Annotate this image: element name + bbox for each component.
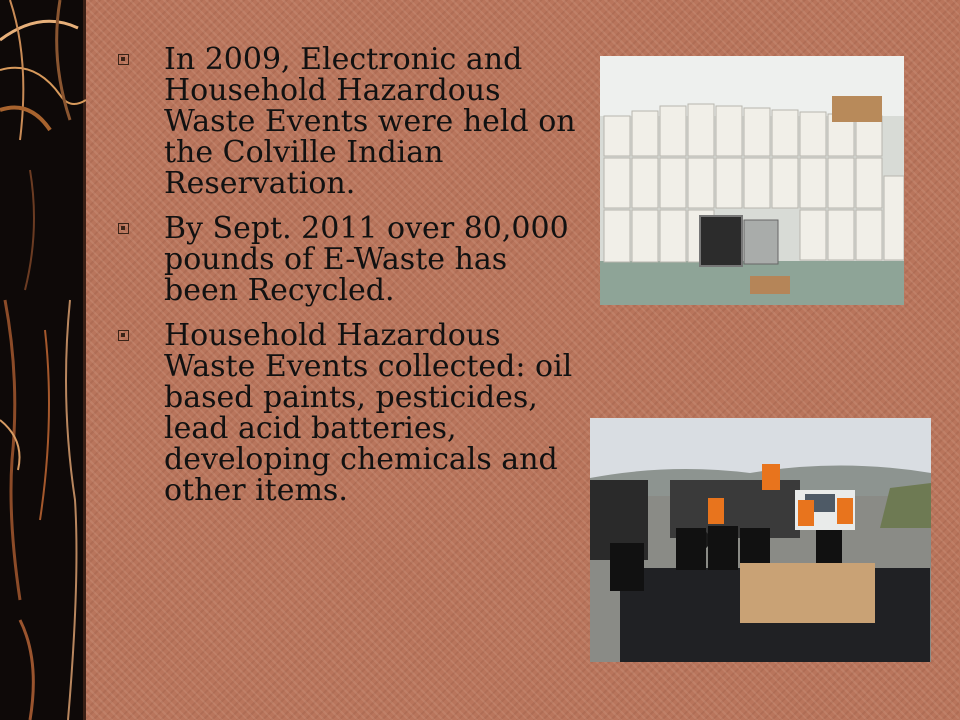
photo-stacked-computers <box>600 56 904 305</box>
photo-waste-collection-event <box>590 418 931 662</box>
decorative-left-strip <box>0 0 86 720</box>
bullet-item <box>118 320 588 506</box>
bullet-item <box>118 44 588 199</box>
square-bullet-icon <box>118 330 129 341</box>
reeds-illustration <box>0 0 86 720</box>
square-bullet-icon <box>118 54 129 65</box>
bullet-text: Household Hazardous Waste Events collected: oil based paints, pesticides, lead acid batteries, developing chemicals and other items. <box>164 318 573 508</box>
square-bullet-icon <box>118 223 129 234</box>
bullet-item <box>118 213 588 306</box>
bullet-text: In 2009, Electronic and Household Hazardous Waste Events were held on the Colville Indian Reservation. <box>164 42 576 201</box>
bullet-list <box>118 44 588 520</box>
bullet-text: By Sept. 2011 over 80,000 pounds of E-Waste has been Recycled. <box>164 211 569 308</box>
